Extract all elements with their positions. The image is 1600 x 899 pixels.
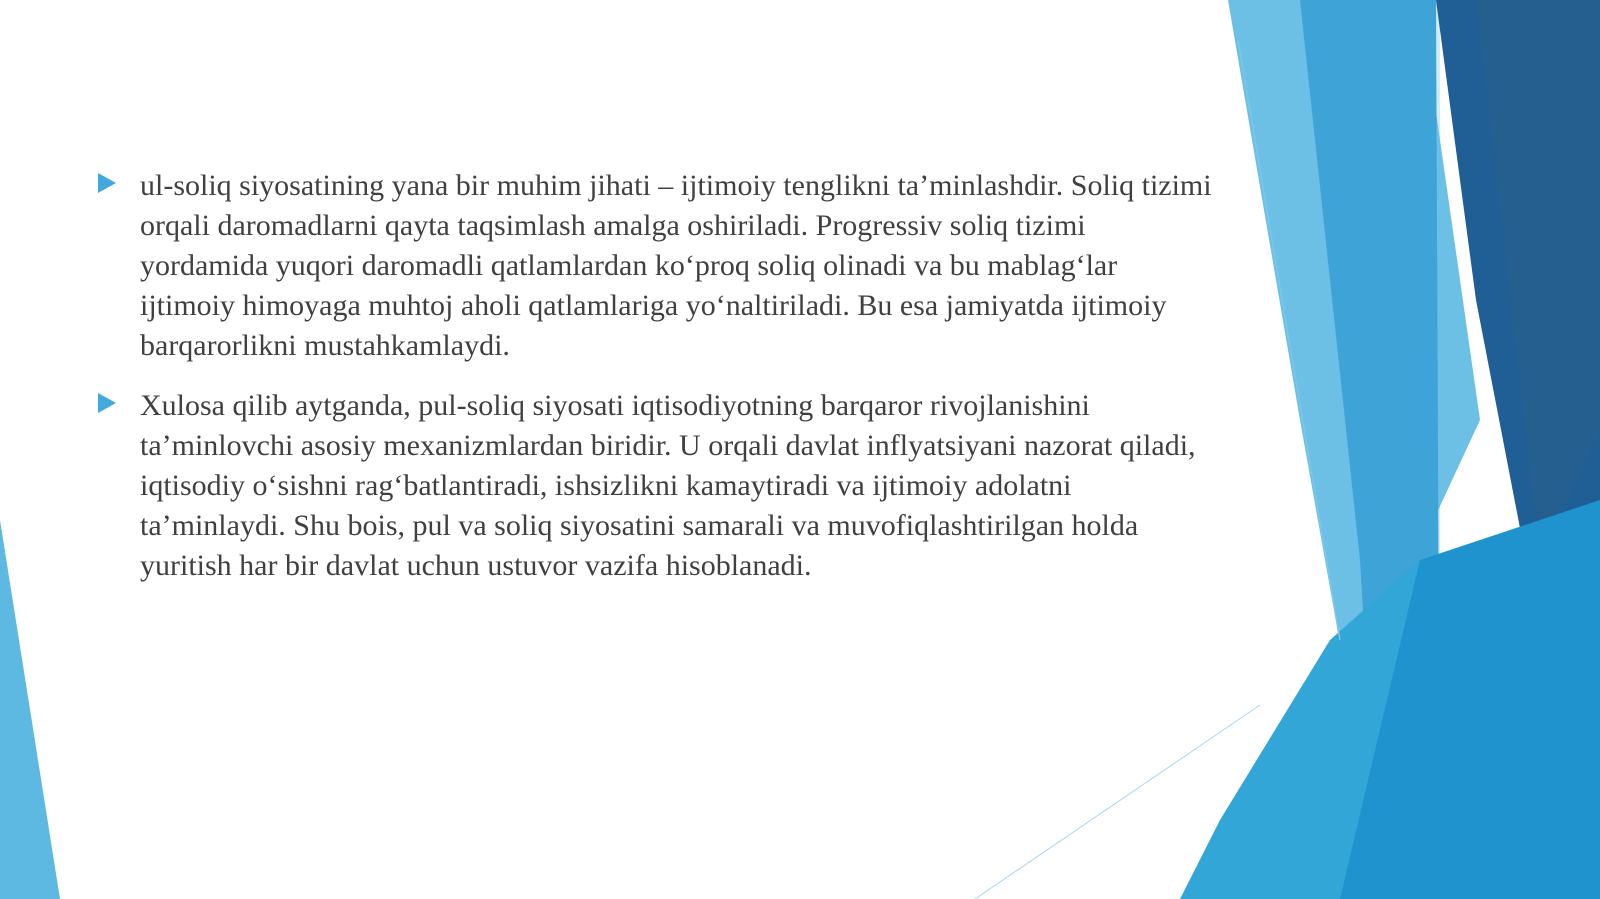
content-area [92, 166, 1212, 606]
left-accent-shape [0, 520, 60, 899]
bullet-item [92, 166, 1212, 366]
bullet-text: ul-soliq siyosatining yana bir muhim jihati – ijtimoiy tenglikni ta’minlashdir. Soliq tizimi orqali daromadlarni qayta taqsimlash amalga oshiriladi. Progressiv soliq tizimi yordamida yuqori daromadli qatlamlardan ko‘proq soliq olinadi va bu mablag‘lar ijtimoiy himoyaga muhtoj aholi qatlamlariga yo‘naltiriladi. Bu esa jamiyatda ijtimoiy barqarorlikni mustahkamlaydi. [140, 169, 1212, 362]
triangle-bullet-icon [96, 392, 118, 414]
triangle-bullet-icon [96, 172, 118, 194]
bullet-text: Xulosa qilib aytganda, pul-soliq siyosati iqtisodiyotning barqaror rivojlanishini ta’minlovchi asosiy mexanizmlardan biridir. U orqali davlat inflyatsiyani nazorat qiladi, iqtisodiy o‘sishni rag‘batlantiradi, ishsizlikni kamaytiradi va ijtimoiy adolatni ta’minlaydi. Shu bois, pul va soliq siyosatini samarali va muvofiqlashtirilgan holda yuritish har bir davlat uchun ustuvor vazifa hisoblanadi. [140, 389, 1196, 582]
bullet-item [92, 386, 1212, 586]
